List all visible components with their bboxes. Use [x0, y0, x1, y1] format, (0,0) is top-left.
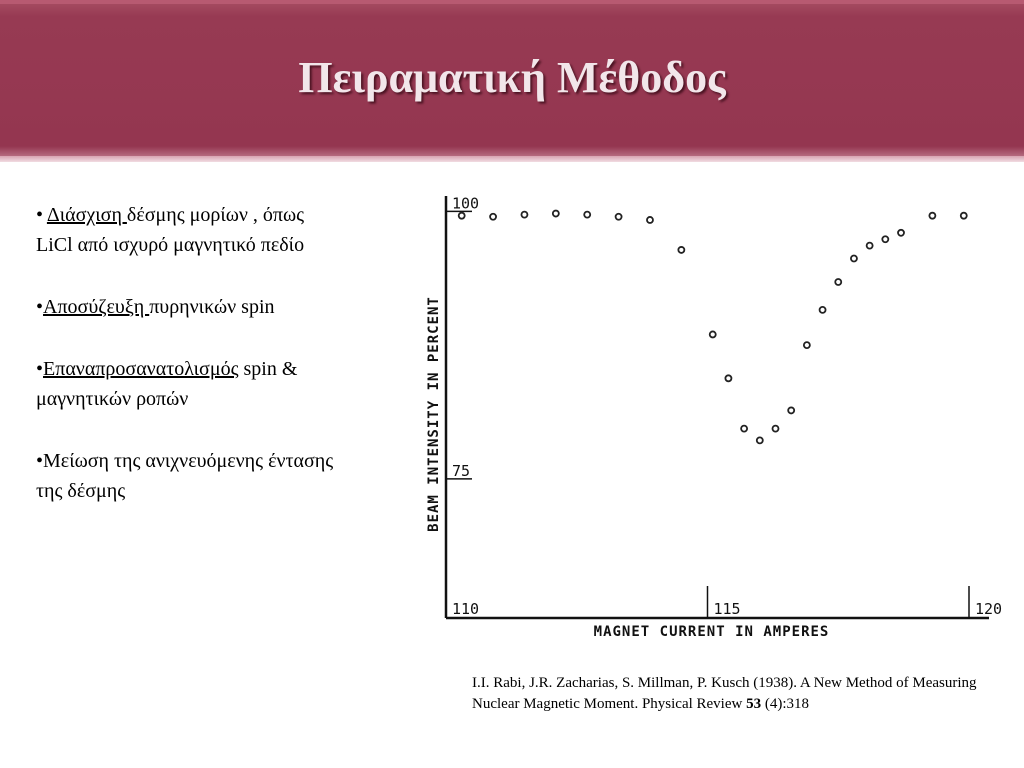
- data-point: [678, 247, 684, 253]
- bullet-item: [36, 354, 336, 414]
- data-point: [898, 230, 904, 236]
- bullet-text: πυρηνικών spin: [149, 296, 275, 318]
- data-point: [459, 213, 465, 219]
- data-point: [710, 331, 716, 337]
- data-point: [616, 214, 622, 220]
- data-point: [851, 255, 857, 261]
- bullet-keyword: Διάσχιση: [46, 204, 127, 226]
- x-axis-label: MAGNET CURRENT IN AMPERES: [593, 624, 830, 640]
- slide-title: Πειραματική Μέθοδος: [298, 53, 726, 102]
- data-point: [929, 213, 935, 219]
- data-point: [835, 279, 841, 285]
- citation-text: I.I. Rabi, J.R. Zacharias, S. Millman, P. Kusch (1938). A New Method of Measuring Nuclear Magnetic Moment. Physical Review: [472, 675, 977, 712]
- bullet-text: spin & μαγνητικών ροπών: [36, 358, 298, 410]
- data-point: [725, 375, 731, 381]
- bullet-item: [36, 292, 336, 322]
- data-point: [961, 213, 967, 219]
- x-tick-label: 120: [975, 600, 1003, 618]
- data-point: [741, 426, 747, 432]
- bullet-marker: •: [36, 358, 44, 380]
- bullet-keyword: Επαναπροσανατολισμός: [43, 358, 239, 380]
- data-point: [757, 437, 763, 443]
- data-point: [772, 426, 778, 432]
- bullet-marker: •: [36, 204, 47, 226]
- data-point: [882, 236, 888, 242]
- rabi-resonance-chart: [424, 178, 1004, 648]
- bullet-marker: •: [36, 296, 44, 318]
- y-axis-label: BEAM INTENSITY IN PERCENT: [426, 296, 442, 532]
- data-point: [867, 243, 873, 249]
- citation: [472, 673, 992, 715]
- x-tick-label: 110: [452, 600, 480, 618]
- bullet-text: δέσμης μορίων , όπως LiCl από ισχυρό μαγνητικό πεδίο: [36, 204, 305, 256]
- x-tick-label: 115: [713, 600, 741, 618]
- data-point: [521, 212, 527, 218]
- bullet-item: [36, 200, 336, 260]
- bullet-text: Μείωση της ανιχνευόμενης έντασης της δέσμης: [36, 450, 334, 502]
- data-point: [788, 407, 794, 413]
- data-point: [647, 217, 653, 223]
- citation-volume: 53: [746, 696, 762, 712]
- data-point: [553, 211, 559, 217]
- data-point: [490, 214, 496, 220]
- citation-issue-page: (4):318: [761, 696, 810, 712]
- data-point: [584, 212, 590, 218]
- data-point: [804, 342, 810, 348]
- y-tick-label: 100: [452, 194, 480, 213]
- y-tick-label: 75: [452, 461, 471, 480]
- bullet-keyword: Αποσύζευξη: [43, 296, 150, 318]
- bullet-marker: •: [36, 450, 44, 472]
- bullet-list: [36, 200, 336, 538]
- bullet-item: [36, 446, 336, 506]
- data-point: [820, 307, 826, 313]
